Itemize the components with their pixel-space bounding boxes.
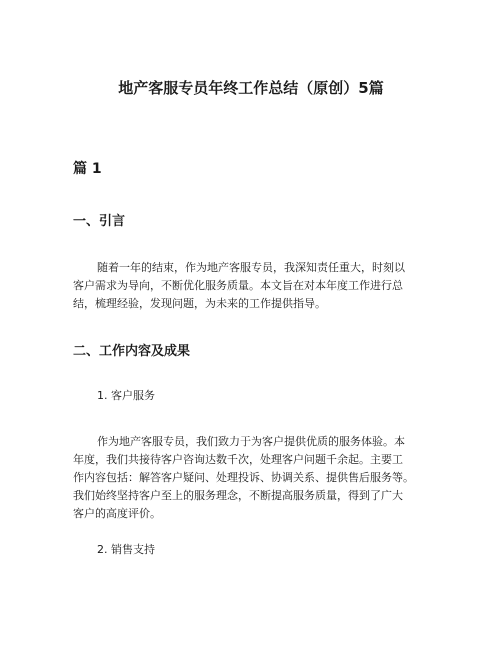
- paragraph-line: 我们始终坚持客户至上的服务理念，不断提高服务质量，得到了广大: [73, 489, 403, 502]
- subsection-heading-customer-service: 1. 客户服务: [97, 389, 155, 402]
- subsection-heading-sales-support: 2. 销售支持: [97, 543, 155, 556]
- paragraph-line: 结，梳理经验，发现问题，为未来的工作提供指导。: [73, 297, 326, 310]
- paragraph-line: 作内容包括：解答客户疑问、处理投诉、协调关系、提供售后服务等。: [73, 471, 414, 484]
- customer-service-paragraph: [73, 433, 414, 523]
- section-heading-introduction: 一、引言: [73, 214, 126, 229]
- paragraph-line: 年度，我们共接待客户咨询达数千次，处理客户问题千余起。主要工: [73, 453, 403, 466]
- section-heading-work-content: 二、工作内容及成果: [73, 344, 191, 359]
- introduction-paragraph: [73, 259, 405, 313]
- paragraph-line: 作为地产客服专员，我们致力于为客户提供优质的服务体验。本: [97, 435, 405, 448]
- paragraph-line: 客户需求为导向，不断优化服务质量。本文旨在对本年度工作进行总: [73, 279, 403, 292]
- paragraph-line: 客户的高度评价。: [73, 507, 161, 520]
- paragraph-line: 随着一年的结束，作为地产客服专员，我深知责任重大，时刻以: [97, 261, 405, 274]
- document-title: 地产客服专员年终工作总结（原创）5篇: [118, 79, 384, 97]
- part-heading: 篇 1: [73, 161, 102, 177]
